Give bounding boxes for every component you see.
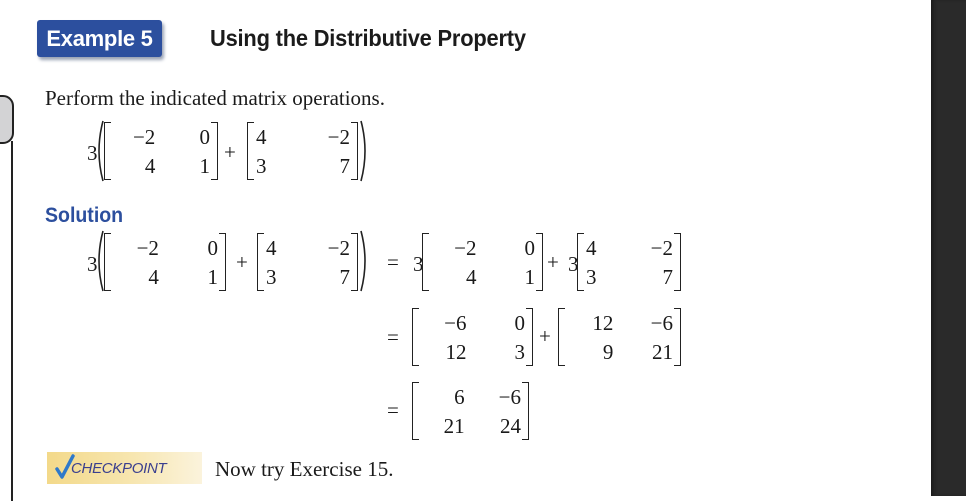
matrix-cell: 21 [443,414,465,438]
matrix-3b [577,233,681,291]
matrix-cell: 0 [199,125,210,149]
scalar: 3 [87,141,98,165]
matrix-cell: 4 [148,265,159,289]
scalar: 3 [568,252,579,276]
matrix-cell: 1 [199,154,210,178]
equals-sign: = [387,398,399,422]
margin-rule [11,141,13,501]
matrix-cell: −6 [444,311,467,335]
instruction-text: Perform the indicated matrix operations. [45,86,385,110]
right-paren [359,120,369,182]
matrix-cell: 3 [586,265,597,289]
matrix-result-a [412,308,533,366]
plus-sign: + [236,250,248,274]
matrix-cell: 0 [207,236,218,260]
matrix-cell: −2 [650,236,673,260]
checkpoint-label: CHECKPOINT [71,460,167,477]
example-title: Using the Distributive Property [210,25,526,51]
matrix-cell: 12 [592,311,614,335]
solution-heading: Solution [45,204,124,227]
matrix-cell: 0 [524,236,535,260]
checkpoint-badge [47,452,202,484]
matrix-3a [422,233,543,291]
matrix-cell: 9 [602,340,614,364]
matrix-cell: −2 [136,236,159,260]
matrix-cell: 3 [256,154,267,178]
matrix-cell: 4 [465,265,477,289]
matrix-cell: −6 [498,385,521,409]
matrix-cell: 4 [256,125,267,149]
matrix-cell: 3 [514,340,525,364]
matrix-cell: −6 [650,311,673,335]
side-tab-handle[interactable] [0,95,14,144]
matrix-a [104,233,226,291]
matrix-cell: 4 [144,154,156,178]
matrix-cell: 12 [445,340,467,364]
scalar: 3 [87,252,98,276]
matrix-cell: 24 [500,414,521,438]
matrix-cell: 4 [586,236,597,260]
matrix-cell: −2 [327,236,350,260]
matrix-cell: −2 [327,125,350,149]
matrix-cell: 1 [524,265,535,289]
scalar: 3 [413,252,424,276]
matrix-cell: −2 [454,236,477,260]
matrix-final-result [412,382,529,440]
matrix-result-b [558,308,681,366]
exercise-reference: Now try Exercise 15. [215,457,394,481]
plus-sign: + [547,250,559,274]
right-paren [359,230,369,292]
matrix-cell: 21 [652,340,673,364]
matrix-cell: 7 [339,154,350,178]
plus-sign: + [539,324,551,348]
matrix-cell: 7 [662,265,673,289]
equals-sign: = [387,325,399,349]
right-scroll-panel [931,0,966,496]
matrix-cell: 4 [266,236,277,260]
equals-sign: = [387,250,399,274]
matrix-cell: −2 [132,125,156,149]
plus-sign: + [224,140,236,164]
matrix-cell: 1 [207,265,218,289]
matrix-cell: 3 [266,265,277,289]
matrix-b [247,122,358,180]
matrix-b [257,233,358,291]
matrix-cell: 7 [339,265,350,289]
matrix-a [104,122,218,180]
matrix-cell: 0 [514,311,525,335]
example-badge: Example 5 [37,20,162,57]
matrix-cell: 6 [454,385,465,409]
